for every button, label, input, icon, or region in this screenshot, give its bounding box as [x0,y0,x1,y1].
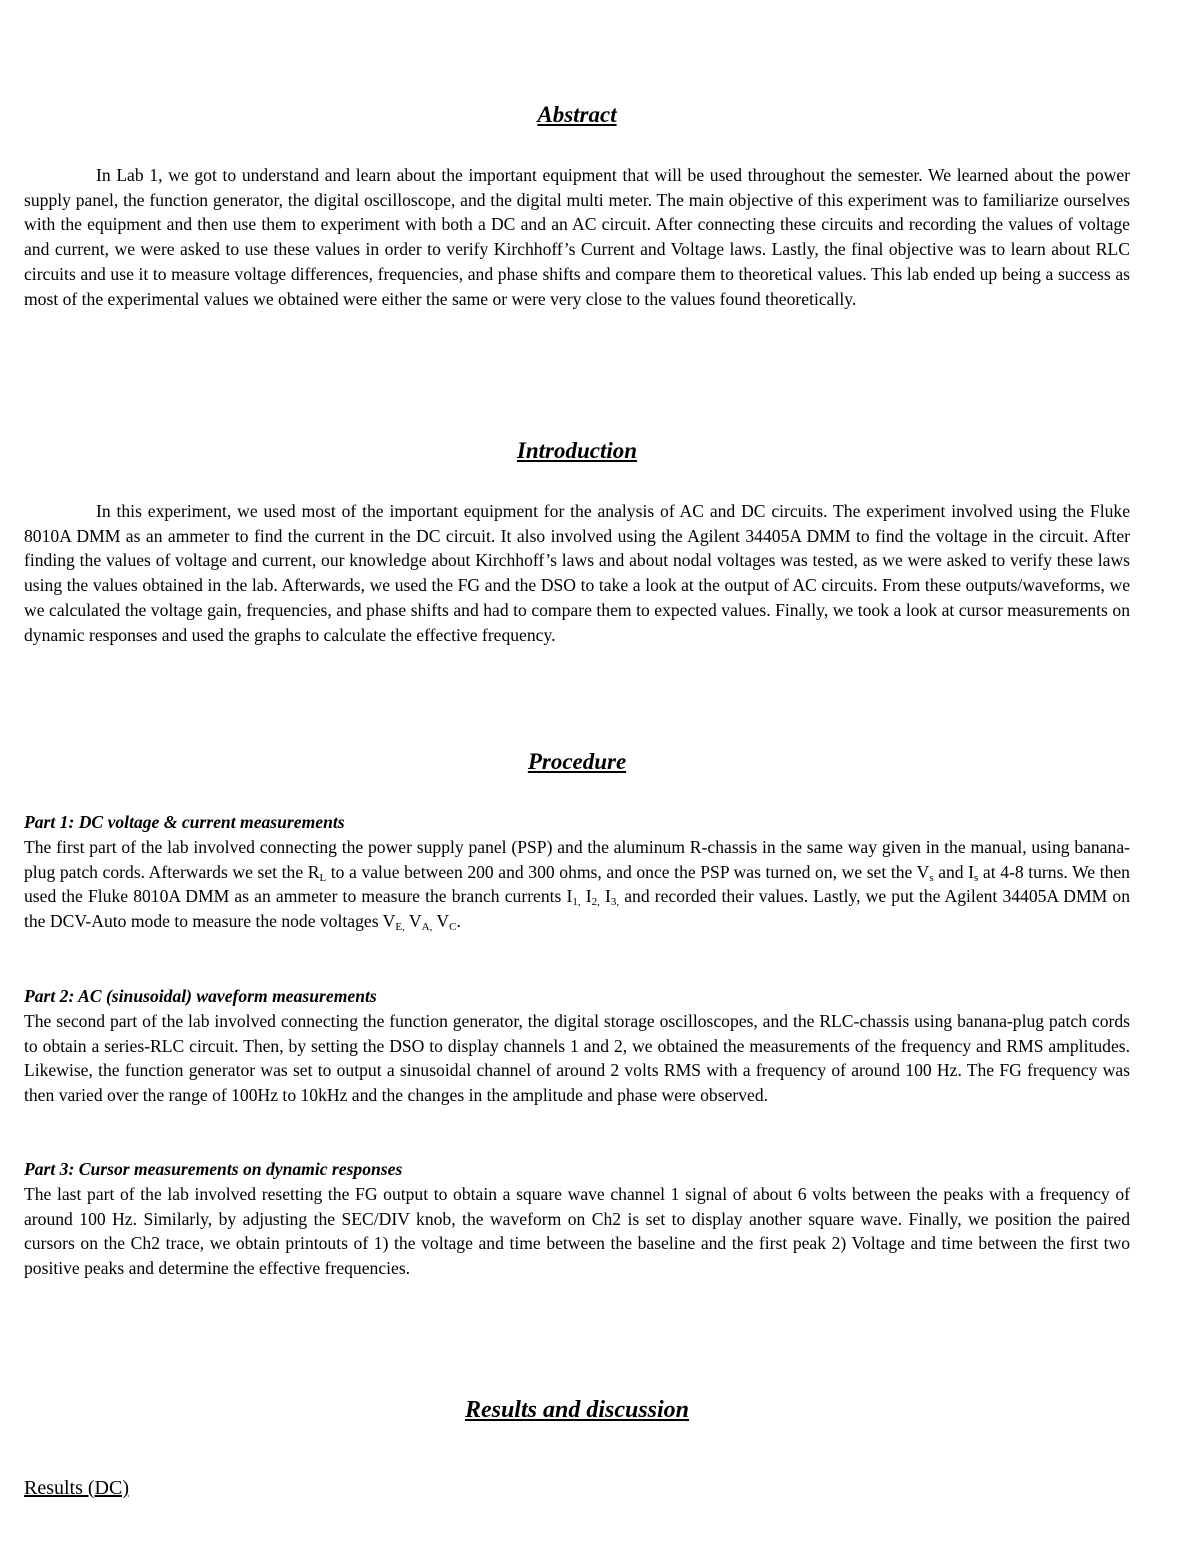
procedure-heading: Procedure [527,749,627,774]
part1-paragraph: The first part of the lab involved connecting the power supply panel (PSP) and the aluminum R-chassis in the same way given in the manual, using banana-plug patch cords. Afterwards we set the $R_L$ to a value between 200 and 300 ohms, and once the PSP was turned on, we set the $V_s$ and $I_s$ at 4-8 turns. We then used the Fluke 8010A DMM as an ammeter to measure the branch currents $I_{1,}$ $I_{2,}$ $I_{3,}$ and recorded their values. Lastly, we put the Agilent 34405A DMM on the DCV-Auto mode to measure the node voltages $V_{E,}$ $V_{A,}$ $V_C$. [24,837,1131,934]
abstract-text: In Lab 1, we got to understand and learn about the important equipment that will be used throughout the semester. We learned about the power supply panel, the function generator, the digital oscilloscope, and the digital multi meter. The main objective of this experiment was to familiarize ourselves with the equipment and then use them to experiment with both a DC and an AC circuit. After connecting these circuits and recording the values of voltage and current, we were asked to use these values in order to verify Kirchhoff’s Current and Voltage laws. Lastly, the final objective was to learn about RLC circuits and use it to measure voltage differences, frequencies, and phase shifts and compare them to theoretical values. This lab ended up being a success as most of the experimental values we obtained were either the same or were very close to the values found theoretically. [24,165,1130,309]
part1-title: Part 1: DC voltage & current measurements [24,812,345,832]
part2-title: Part 2: AC (sinusoidal) waveform measurements [24,986,377,1006]
results-heading: Results and discussion [464,1397,690,1423]
introduction-heading: Introduction [516,438,638,463]
results-dc-subheading: Results (DC) [24,1477,129,1499]
abstract-paragraph [24,163,1130,311]
introduction-text: In this experiment, we used most of the important equipment for the analysis of AC and DC circuits. The experiment involved using the Fluke 8010A DMM as an ammeter to find the current in the DC circuit. It also involved using the Agilent 34405A DMM to find the voltage in the circuit. After finding the values of voltage and current, our knowledge about Kirchhoff’s laws and about nodal voltages was tested, as we were asked to verify these laws using the values obtained in the lab. Afterwards, we used the FG and the DSO to take a look at the output of AC circuits. From these outputs/waveforms, we we calculated the voltage gain, frequencies, and phase shifts and had to compare them to expected values. Finally, we took a look at cursor measurements on dynamic responses and used the graphs to calculate the effective frequency. [24,501,1130,645]
abstract-heading: Abstract [537,102,617,127]
part2-paragraph: The second part of the lab involved connecting the function generator, the digital storage oscilloscopes, and the RLC-chassis using banana-plug patch cords to obtain a series-RLC circuit. Then, by setting the DSO to display channels 1 and 2, we obtained the measurements of the frequency and RMS amplitudes. Likewise, the function generator was set to output a sinusoidal channel of around 2 volts RMS with a frequency of around 100 Hz. The FG frequency was then varied over the range of 100Hz to 10kHz and the changes in the amplitude and phase were observed. [24,1011,1130,1106]
part3-paragraph: The last part of the lab involved resetting the FG output to obtain a square wave channel 1 signal of about 6 volts between the peaks with a frequency of around 100 Hz. Similarly, by adjusting the SEC/DIV knob, the waveform on Ch2 is set to display another square wave. Finally, we position the paired cursors on the Ch2 trace, we obtain printouts of 1) the voltage and time between the baseline and the first peak 2) Voltage and time between the first two positive peaks and determine the effective frequencies. [24,1184,1130,1279]
part3-title: Part 3: Cursor measurements on dynamic responses [24,1159,403,1179]
introduction-paragraph [24,499,1130,647]
